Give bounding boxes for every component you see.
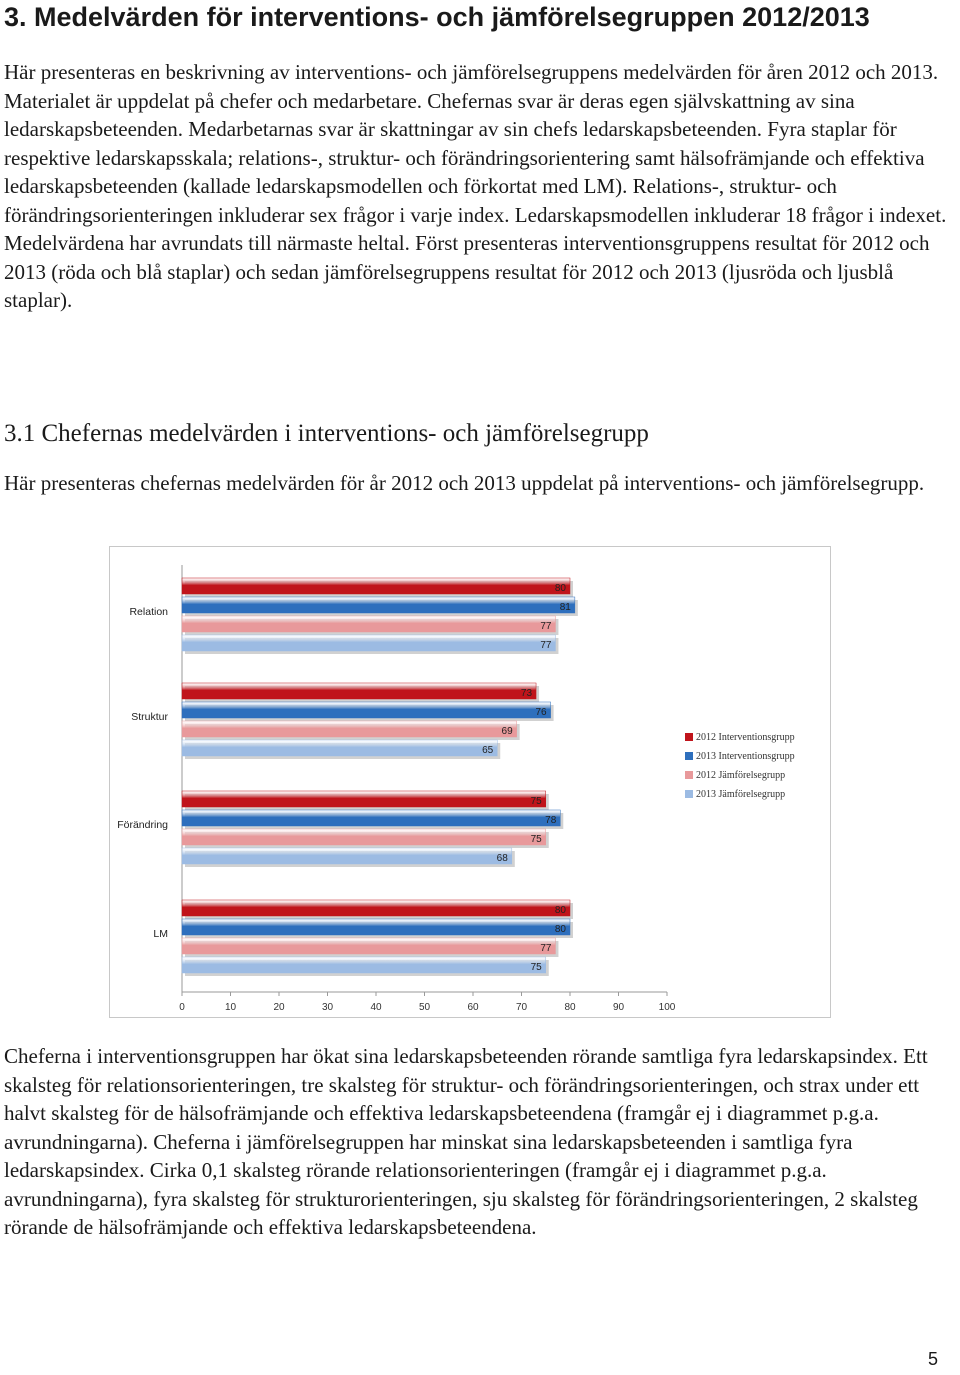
bar [182,919,570,935]
legend-label: 2013 Jämförelsegrupp [696,789,786,800]
bar-value-label: 68 [496,853,508,864]
bar [182,578,570,594]
bar-value-label: 77 [540,943,552,954]
x-tick-label: 30 [321,1002,334,1013]
category-label: Förändring [117,819,168,831]
x-tick-label: 90 [612,1002,625,1013]
bar [182,938,555,954]
bar [182,740,497,756]
bar-value-label: 80 [554,924,566,935]
bar [182,616,555,632]
legend-label: 2012 Interventionsgrupp [696,732,795,743]
bar [182,721,517,737]
bar-value-label: 81 [559,602,571,613]
x-tick-label: 10 [224,1002,237,1013]
subsection-paragraph: Här presenteras chefernas medelvärden för år 2012 och 2013 uppdelat på interventions- och jämförelsegrupp. [4,471,925,495]
x-tick-label: 70 [515,1002,528,1013]
conclusion-paragraph: Cheferna i interventionsgruppen har ökat sina ledarskapsbeteenden rörande samtliga fyra ledarskapsindex. Ett skalsteg för relationsorienteringen, tre skalsteg för struktur- och förändringsorienteringen, och strax under ett halvt skalsteg för de hälsofrämjande och effektiva ledarskapsbeteendena (framgår ej i diagrammet p.g.a. avrundningarna). Cheferna i jämförelsegruppen har minskat sina ledarskapsbeteenden i samtliga fyra ledarskapsindex. Cirka 0,1 skalsteg rörande relationsorienteringen (framgår ej i diagrammet p.g.a. avrundningarna), fyra skalsteg för strukturorienteringen, sju skalsteg för förändringsorienteringen, 2 skalsteg rörande de hälsofrämjande och effektiva ledarskapsbeteendena. [4,1044,928,1239]
bar-value-label: 73 [520,688,533,699]
bar [182,900,570,916]
leader-means-bar-chart [110,547,830,1017]
x-tick-label: 40 [370,1002,382,1013]
bar-value-label: 78 [545,815,557,826]
legend-swatch [685,771,693,779]
bar-value-label: 75 [530,796,542,807]
bar-value-label: 80 [554,905,566,916]
bar-value-label: 69 [501,726,513,737]
bar-value-label: 80 [554,583,566,594]
category-label: LM [153,928,168,940]
bar-value-label: 77 [540,621,552,632]
bar [182,810,560,826]
bar [182,957,546,973]
bar [182,702,551,718]
legend-swatch [685,790,693,798]
legend-swatch [685,733,693,741]
bar-value-label: 75 [530,834,542,845]
bar [182,635,555,651]
bar-value-label: 76 [535,707,547,718]
bar-chart-frame [109,546,831,1018]
bar [182,791,546,807]
x-tick-label: 50 [418,1002,431,1013]
category-label: Relation [129,606,168,618]
bar [182,597,575,613]
x-tick-label: 100 [658,1002,676,1013]
page-number: 5 [927,1349,938,1369]
subsection-heading: 3.1 Chefernas medelvärden i interventions- och jämförelsegrupp [4,420,649,447]
legend-label: 2012 Jämförelsegrupp [696,770,786,781]
bar [182,848,512,864]
legend-label: 2013 Interventionsgrupp [696,751,795,762]
legend-swatch [685,752,693,760]
x-tick-label: 20 [273,1002,285,1013]
intro-paragraph: Här presenteras en beskrivning av interventions- och jämförelsegruppens medelvärden för åren 2012 och 2013. Materialet är uppdelat på chefer och medarbetare. Chefernas svar är deras egen självskattning av sina ledarskapsbeteenden. Medarbetarnas svar är skattningar av sin chefs ledarskapsbeteenden. Fyra staplar för respektive ledarskapsskala; relations-, struktur- och förändringsorientering samt hälsofrämjande och effektiva ledarskapsbeteenden (kallade ledarskapsmodellen och förkortat med LM). Relations-, struktur- och förändringsorienteringen inkluderar sex frågor i varje index. Ledarskapsmodellen inkluderar 18 frågor i indexet. Medelvärdena har avrundats till närmaste heltal. Först presenteras interventionsgruppens resultat för 2012 och 2013 (röda och blå staplar) och sedan jämförelsegruppens resultat för 2012 och 2013 (ljusröda och ljusblå staplar). [4,60,947,312]
bar [182,683,536,699]
bar-value-label: 77 [540,640,552,651]
x-tick-label: 80 [564,1002,576,1013]
x-tick-label: 60 [467,1002,479,1013]
bar-value-label: 75 [530,962,542,973]
category-label: Struktur [131,711,168,723]
bar-value-label: 65 [482,745,494,756]
bar [182,829,546,845]
section-heading: 3. Medelvärden för interventions- och jämförelsegruppen 2012/2013 [4,2,870,32]
x-tick-label: 0 [179,1002,185,1013]
